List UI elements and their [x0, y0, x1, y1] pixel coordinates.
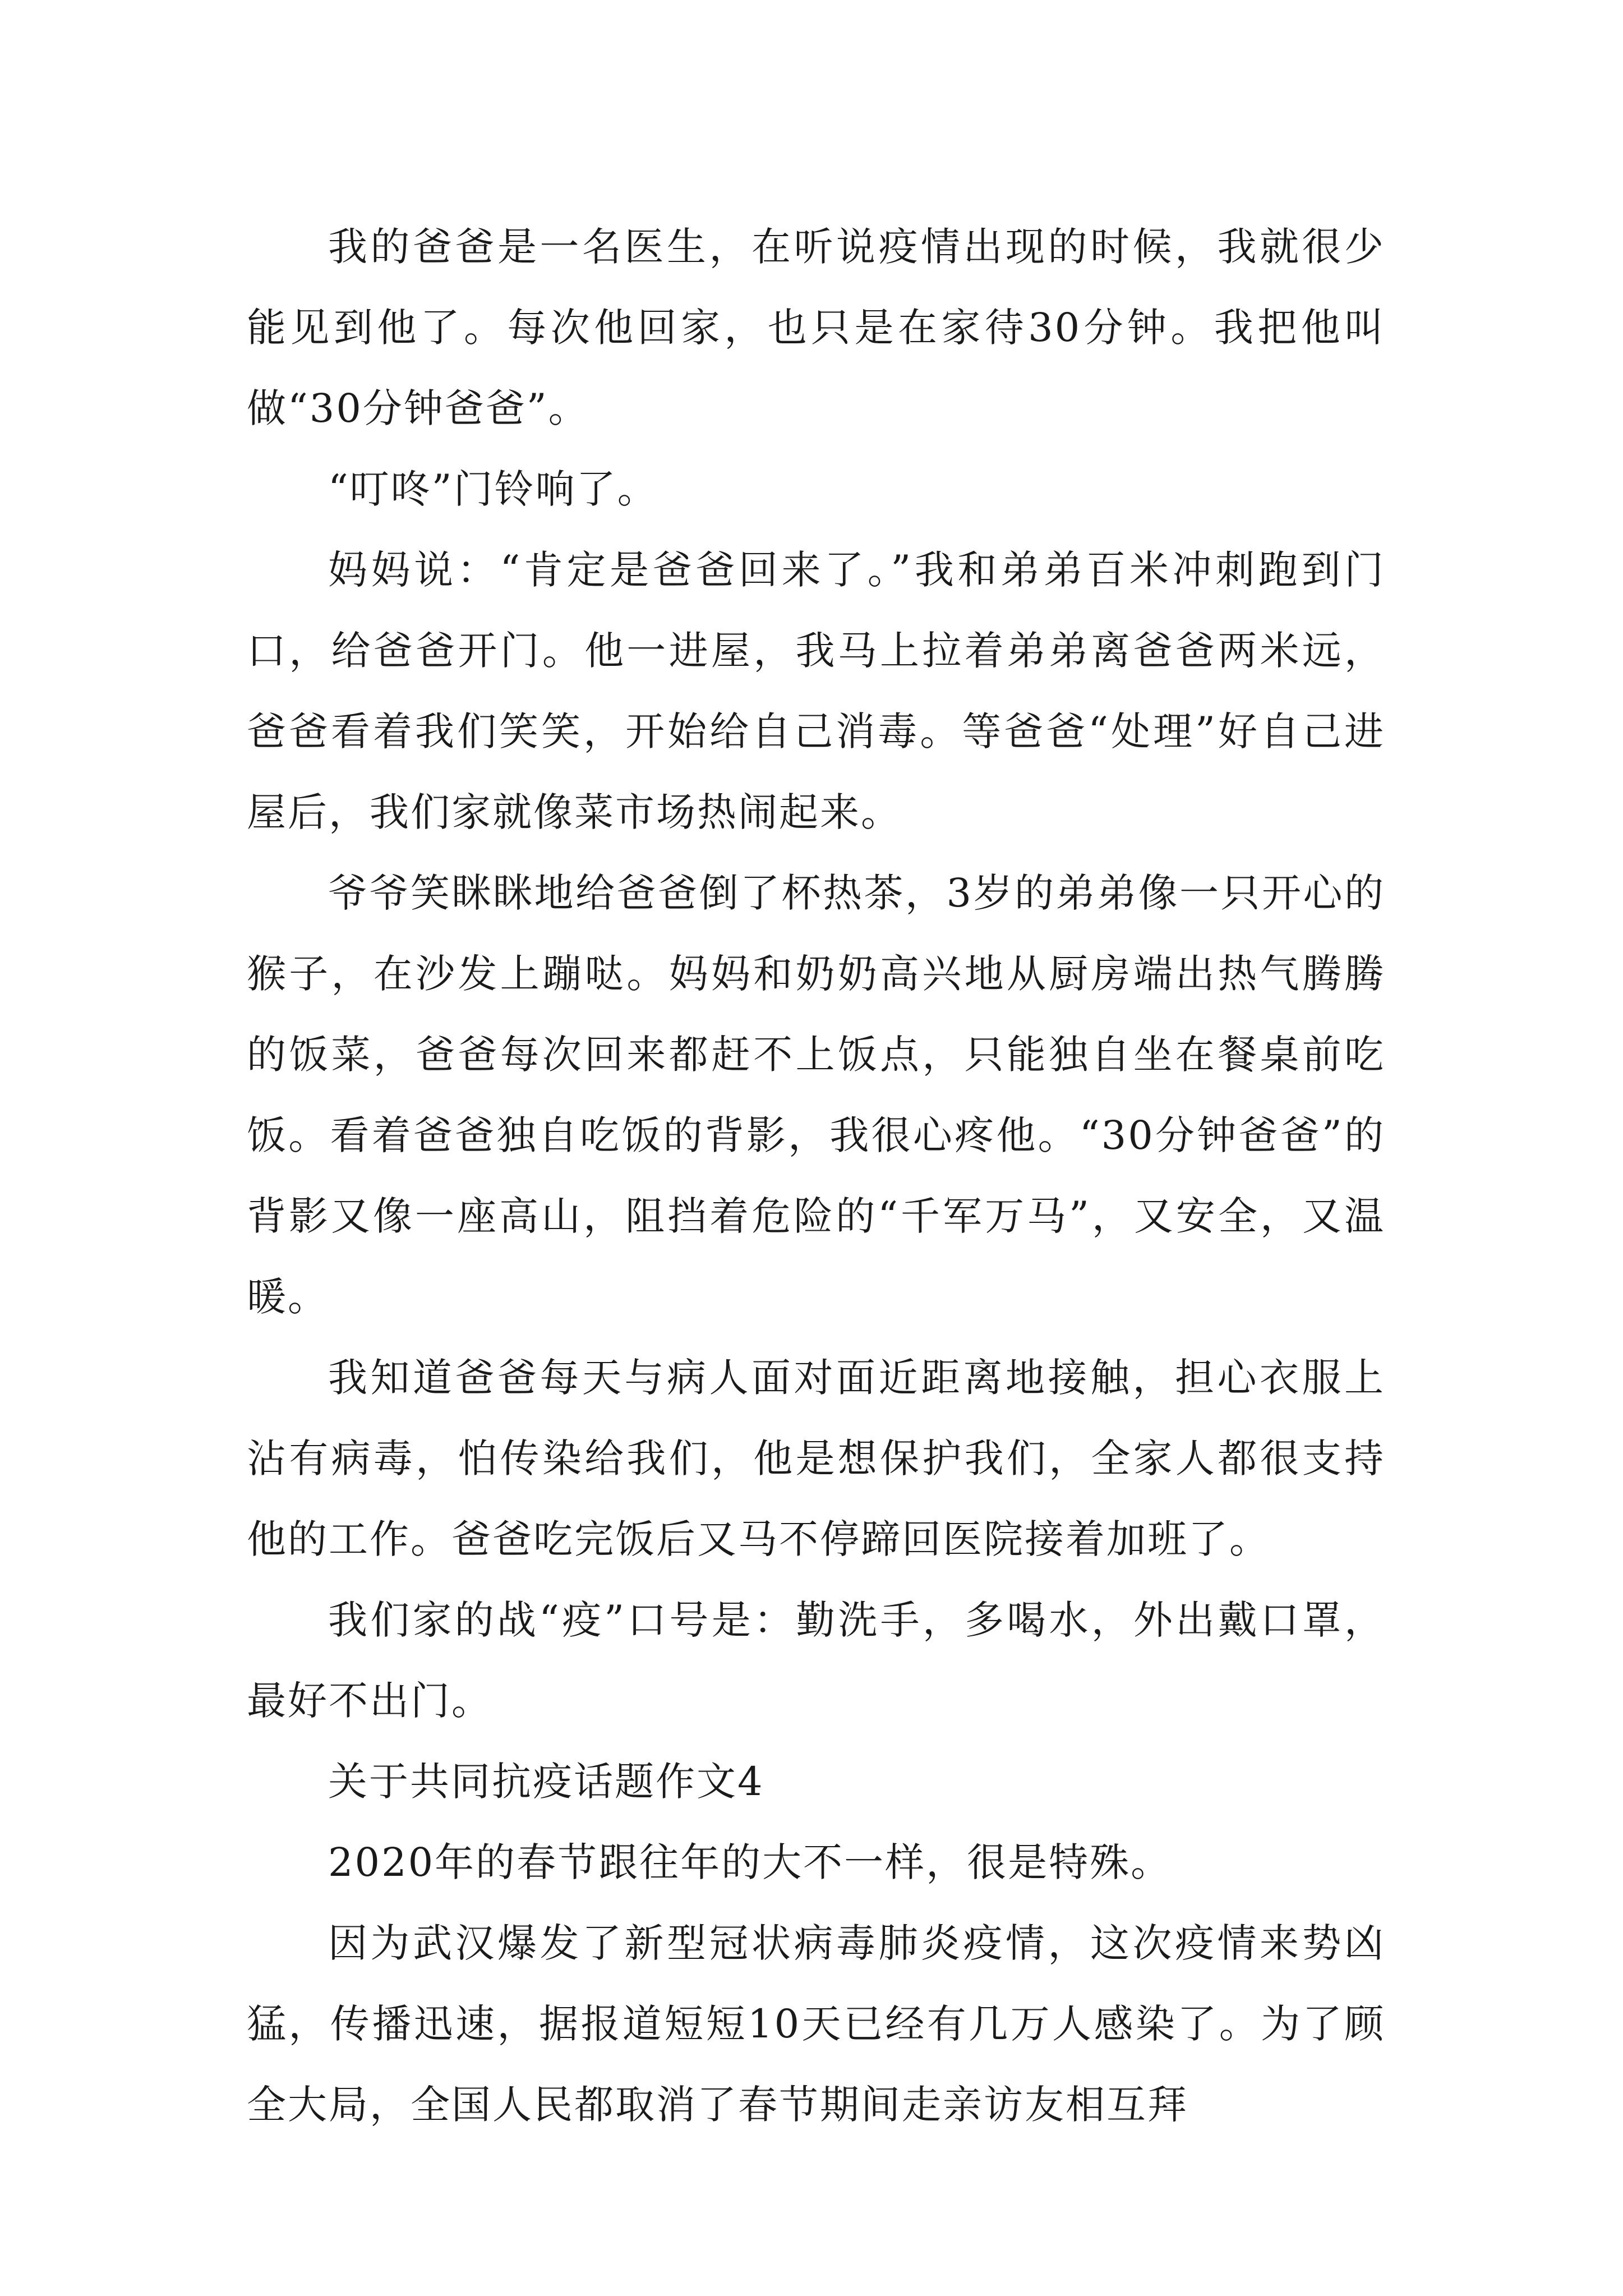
- paragraph: 妈妈说：“肯定是爸爸回来了。”我和弟弟百米冲刺跑到门口，给爸爸开门。他一进屋，我马上拉着弟弟离爸爸两米远，爸爸看着我们笑笑，开始给自己消毒。等爸爸“处理”好自己进屋后，我们家就像菜市场热闹起来。: [247, 547, 1385, 835]
- paragraph: 爷爷笑眯眯地给爸爸倒了杯热茶，3岁的弟弟像一只开心的猴子，在沙发上蹦哒。妈妈和奶奶高兴地从厨房端出热气腾腾的饭菜，爸爸每次回来都赶不上饭点，只能独自坐在餐桌前吃饭。看着爸爸独自吃饭的背影，我很心疼他。“30分钟爸爸”的背影又像一座高山，阻挡着危险的“千军万马”，又安全，又温暖。: [247, 870, 1385, 1320]
- paragraph: “叮咚”门铃响了。: [328, 466, 658, 512]
- paragraph: 因为武汉爆发了新型冠状病毒肺炎疫情，这次疫情来势凶猛，传播迅速，据报道短短10天已经有几万人感染了。为了顾全大局，全国人民都取消了春节期间走亲访友相互拜: [247, 1920, 1385, 2128]
- paragraph: 2020年的春节跟往年的大不一样，很是特殊。: [328, 1839, 1172, 1885]
- paragraph: 我们家的战“疫”口号是：勤洗手，多喝水，外出戴口罩，最好不出门。: [247, 1597, 1385, 1724]
- paragraph: 我的爸爸是一名医生，在听说疫情出现的时候，我就很少能见到他了。每次他回家，也只是在家待30分钟。我把他叫做“30分钟爸爸”。: [247, 224, 1385, 431]
- section-heading: 关于共同抗疫话题作文4: [328, 1759, 764, 1805]
- paragraph: 我知道爸爸每天与病人面对面近距离地接触，担心衣服上沾有病毒，怕传染给我们，他是想保护我们，全家人都很支持他的工作。爸爸吃完饭后又马不停蹄回医院接着加班了。: [247, 1355, 1385, 1562]
- document-body: [247, 206, 1385, 2145]
